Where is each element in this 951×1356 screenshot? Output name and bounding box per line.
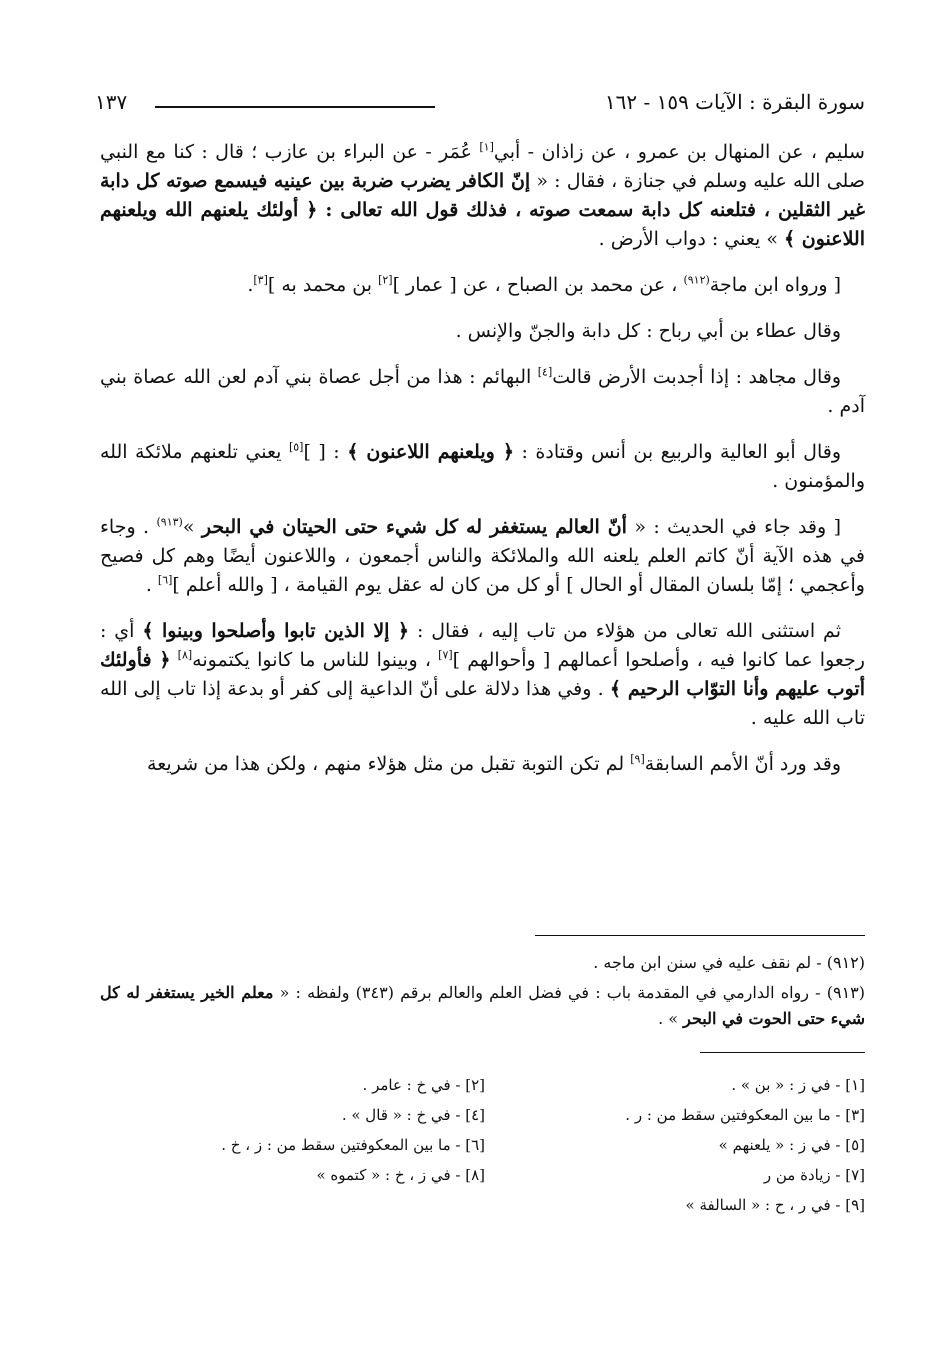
header-rule bbox=[155, 106, 435, 108]
page-number: ١٣٧ bbox=[95, 90, 128, 114]
hadith-text: معلم الخير يستغفر له كل شيء حتى الحوت في البحر bbox=[100, 983, 865, 1028]
footnote-ref: (٩١٢) bbox=[683, 273, 710, 287]
note-ref: [٣] bbox=[253, 273, 268, 287]
note-7: [٧] - زيادة من ر bbox=[763, 1166, 865, 1184]
note-ref: [٧] bbox=[438, 648, 453, 662]
paragraph-7: ثم استثنى الله تعالى من هؤلاء من تاب إليه ، فقال : ﴿ إلا الذين تابوا وأصلحوا وبينوا ﴾ أي : رجعوا عما كانوا فيه ، وأصلحوا أعمالهم [ وأحوالهم ][٧] ، وبينوا للناس ما كانوا يكتمونه[٨] ﴿ فأولئك أتوب عليهم وأنا التوّاب الرحيم ﴾ . وفي هذا دلالة على أنّ الداعية إلى كفر أو بدعة إذا تاب إلى الله تاب الله عليه . bbox=[100, 620, 865, 729]
note-ref: [٨] bbox=[177, 648, 193, 662]
paragraph-5: وقال أبو العالية والربيع بن أنس وقتادة : ﴿ ويلعنهم اللاعنون ﴾ : [ ][٥] يعني تلعنهم ملائكة الله والمؤمنون . bbox=[100, 440, 865, 492]
footnote-912: (٩١٢) - لم نقف عليه في سنن ابن ماجه . bbox=[593, 953, 865, 972]
note-2: [٢] - في خ : عامر . bbox=[362, 1076, 485, 1094]
hadith-text: إنّ الكافر يضرب ضربة بين عينيه فيسمع صوته كل دابة غير الثقلين ، فتلعنه كل دابة سمعت صوته ، فذلك قول الله تعالى : ﴿ أولئك يلعنهم الله ويلعنهم اللاعنون ﴾ bbox=[100, 170, 865, 250]
verse-text: ﴿ إلا الذين تابوا وأصلحوا وبينوا ﴾ bbox=[142, 620, 410, 642]
apparatus-notes bbox=[100, 1070, 865, 1220]
notes-row bbox=[100, 1100, 865, 1130]
paragraph-6: [ وقد جاء في الحديث : « أنّ العالم يستغفر له كل شيء حتى الحيتان في البحر »$^{(٩١٣)}$ . وجاء في هذه الآية أنّ كاتم العلم يلعنه الله والملائكة والناس أجمعون ، واللاعنون أيضًا وهم كل فصيح وأعجمي ؛ إمّا بلسان المقال أو الحال ] أو كل من كان له عقل يوم القيامة ، [ والله أعلم ][٦] . bbox=[100, 515, 865, 596]
notes-divider bbox=[700, 1052, 865, 1053]
footnotes bbox=[100, 950, 865, 1036]
note-ref: [٦] bbox=[157, 573, 173, 587]
paragraph-8: وقد ورد أنّ الأمم السابقة[٩] لم تكن التوبة تقبل من مثل هؤلاء منهم ، ولكن هذا من شريعة bbox=[147, 752, 841, 775]
footnote-divider bbox=[535, 935, 865, 936]
hadith-text: أنّ العالم يستغفر له كل شيء حتى الحيتان في البحر bbox=[201, 516, 627, 538]
note-ref: [٩] bbox=[630, 752, 645, 766]
note-3: [٣] - ما بين المعكوفتين سقط من : ر . bbox=[625, 1106, 865, 1124]
notes-row bbox=[100, 1190, 865, 1220]
paragraph-2: [ ورواه ابن ماجة$^{(٩١٢)}$ ، عن محمد بن الصباح ، عن [ عمار ][٢] بن محمد به ][٣]. bbox=[247, 273, 841, 296]
footnote-913: (٩١٣) - رواه الدارمي في المقدمة باب : في فضل العلم والعالم برقم (٣٤٣) ولفظه : « معلم الخير يستغفر له كل شيء حتى الحوت في البحر » . bbox=[100, 983, 865, 1028]
note-ref: [١] bbox=[479, 140, 494, 154]
verse-text: ﴿ فأولئك أتوب عليهم وأنا التوّاب الرحيم ﴾ bbox=[100, 649, 865, 700]
footnote-ref: (٩١٣) bbox=[156, 515, 183, 529]
note-1: [١] - في ز : « بن » . bbox=[731, 1076, 865, 1094]
notes-row bbox=[100, 1160, 865, 1190]
paragraph-1: سليم ، عن المنهال بن عمرو ، عن زاذان - أبي[١] عُمَر - عن البراء بن عازب ؛ قال : كنا مع النبي صلى الله عليه وسلم في جنازة ، فقال : « إنّ الكافر يضرب ضربة بين عينيه فيسمع صوته كل دابة غير الثقلين ، فتلعنه كل دابة سمعت صوته ، فذلك قول الله تعالى : ﴿ أولئك يلعنهم الله ويلعنهم اللاعنون ﴾ » يعني : دواب الأرض . bbox=[100, 140, 865, 250]
notes-row bbox=[100, 1070, 865, 1100]
main-text bbox=[100, 138, 865, 796]
verse-text: ﴿ ويلعنهم اللاعنون ﴾ bbox=[347, 441, 515, 463]
note-ref: [٥] bbox=[288, 440, 304, 454]
note-ref: [٤] bbox=[537, 365, 553, 379]
running-title: سورة البقرة : الآيات ١٥٩ - ١٦٢ bbox=[604, 90, 865, 114]
note-8: [٨] - في ز ، خ : « كتموه » bbox=[316, 1166, 485, 1184]
note-9: [٩] - في ر ، ح : « السالفة » bbox=[685, 1196, 865, 1214]
paragraph-3: وقال عطاء بن أبي رباح : كل دابة والجنّ والإنس . bbox=[455, 320, 841, 342]
page-header bbox=[95, 90, 865, 120]
note-4: [٤] - في خ : « قال » . bbox=[341, 1106, 485, 1124]
notes-row bbox=[100, 1130, 865, 1160]
paragraph-4: وقال مجاهد : إذا أجدبت الأرض قالت[٤] البهائم : هذا من أجل عصاة بني آدم لعن الله عصاة بني آدم . bbox=[100, 365, 865, 417]
note-5: [٥] - في ز : « يلعنهم » bbox=[718, 1136, 865, 1154]
note-ref: [٢] bbox=[378, 273, 393, 287]
note-6: [٦] - ما بين المعكوفتين سقط من : ز ، خ . bbox=[221, 1136, 485, 1154]
